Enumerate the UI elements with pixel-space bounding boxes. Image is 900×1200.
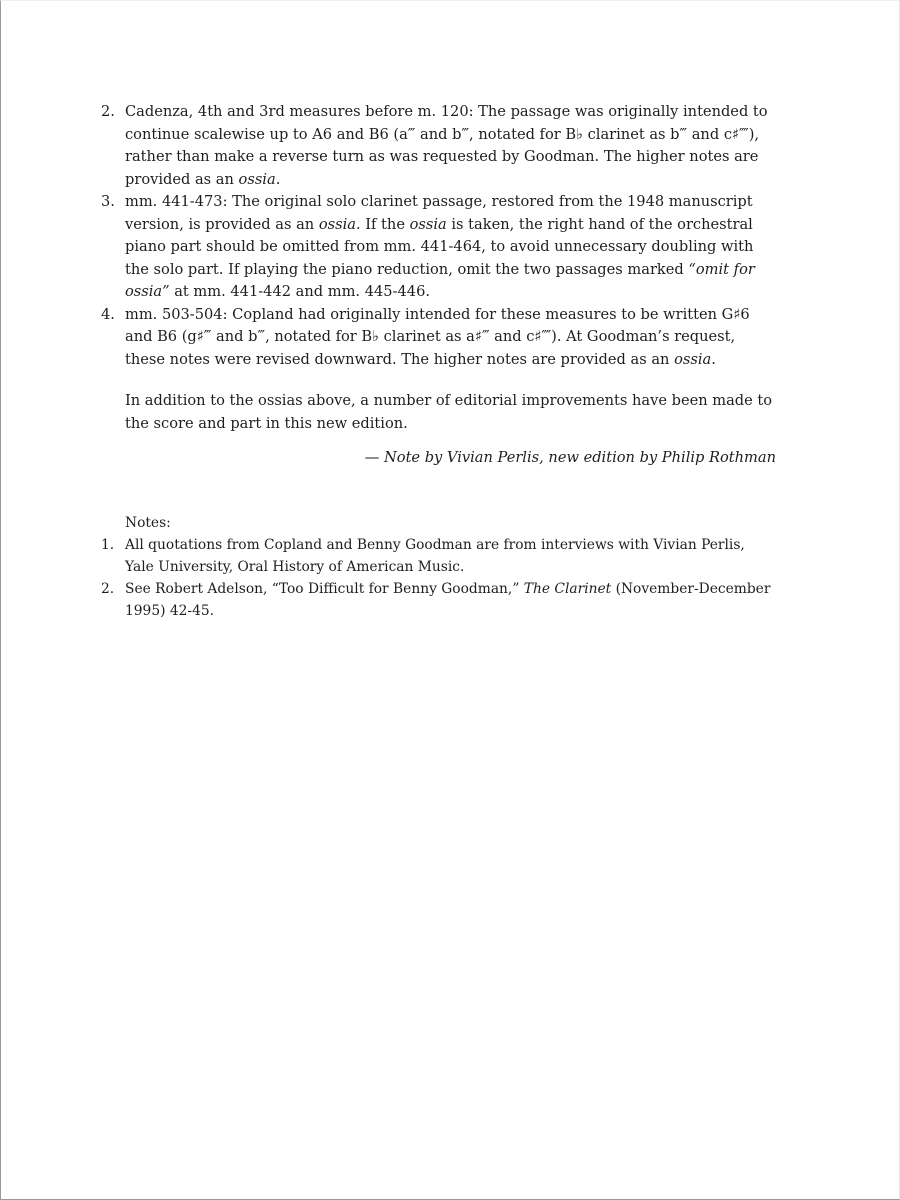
list-item-2 <box>101 101 776 191</box>
italic-term: ossia <box>318 215 356 233</box>
note-number: 1. <box>101 536 115 553</box>
item-text: mm. 503-504: Copland had originally intended for these measures to be written G♯6 and B6 (g♯‴ and b‴, notated for B♭ clarinet as a♯‴ and c♯⁗). At Goodman’s request, these notes were revised downward. The higher notes are provided as an <box>125 305 750 368</box>
item-text: mm. 441-473: The original solo clarinet passage, restored from the 1948 manuscript version, is provided as an <box>125 193 753 233</box>
list-text <box>125 101 776 191</box>
item-text: Cadenza, 4th and 3rd measures before m. 120: The passage was originally intended to continue scalewise up to A6 and B6 (a‴ and b‴, notated for B♭ clarinet as b‴ and c♯⁗), rather than make a reverse turn as was requested by Goodman. The higher notes are provided as an <box>125 103 768 188</box>
note-item-1 <box>101 534 776 578</box>
item-text-end: . <box>711 350 716 368</box>
list-number: 2. <box>101 103 115 120</box>
list-item-3 <box>101 191 776 304</box>
list-item-4 <box>101 304 776 372</box>
italic-term: ossia <box>238 170 276 188</box>
list-text <box>125 191 776 304</box>
signature-line: — Note by Vivian Perlis, new edition by Philip Rothman <box>364 449 776 466</box>
note-text-start: See Robert Adelson, “Too Difficult for Benny Goodman,” <box>125 580 524 597</box>
note-number: 2. <box>101 580 115 597</box>
document-content <box>101 101 776 622</box>
italic-term: ossia <box>409 215 447 233</box>
list-text <box>125 304 776 372</box>
note-text-end: (November-December 1995) 42-45. <box>125 580 771 619</box>
notes-heading: Notes: <box>125 514 171 531</box>
italic-term: “omit for ossia” <box>125 260 755 300</box>
note-item-2 <box>101 578 776 622</box>
list-number: 3. <box>101 193 115 210</box>
note-text <box>125 578 776 622</box>
addition-paragraph: In addition to the ossias above, a number of editorial improvements have been made to the score and part in this new edition. <box>125 392 773 432</box>
item-text: . If the <box>355 215 410 233</box>
item-text-end: . <box>275 170 281 188</box>
note-text: All quotations from Copland and Benny Goodman are from interviews with Vivian Perlis, Yale University, Oral History of American Music. <box>125 536 745 575</box>
item-text: at mm. 441-442 and mm. 445-446. <box>169 283 430 300</box>
italic-term: ossia <box>674 350 712 368</box>
list-number: 4. <box>101 305 115 323</box>
item-text: is taken, the right hand of the orchestral piano part should be omitted from mm. 441-464, to avoid unnecessary doubling with the solo part. If playing the piano reduction, omit the two passages marked <box>125 215 754 278</box>
journal-title: The Clarinet <box>523 580 612 597</box>
